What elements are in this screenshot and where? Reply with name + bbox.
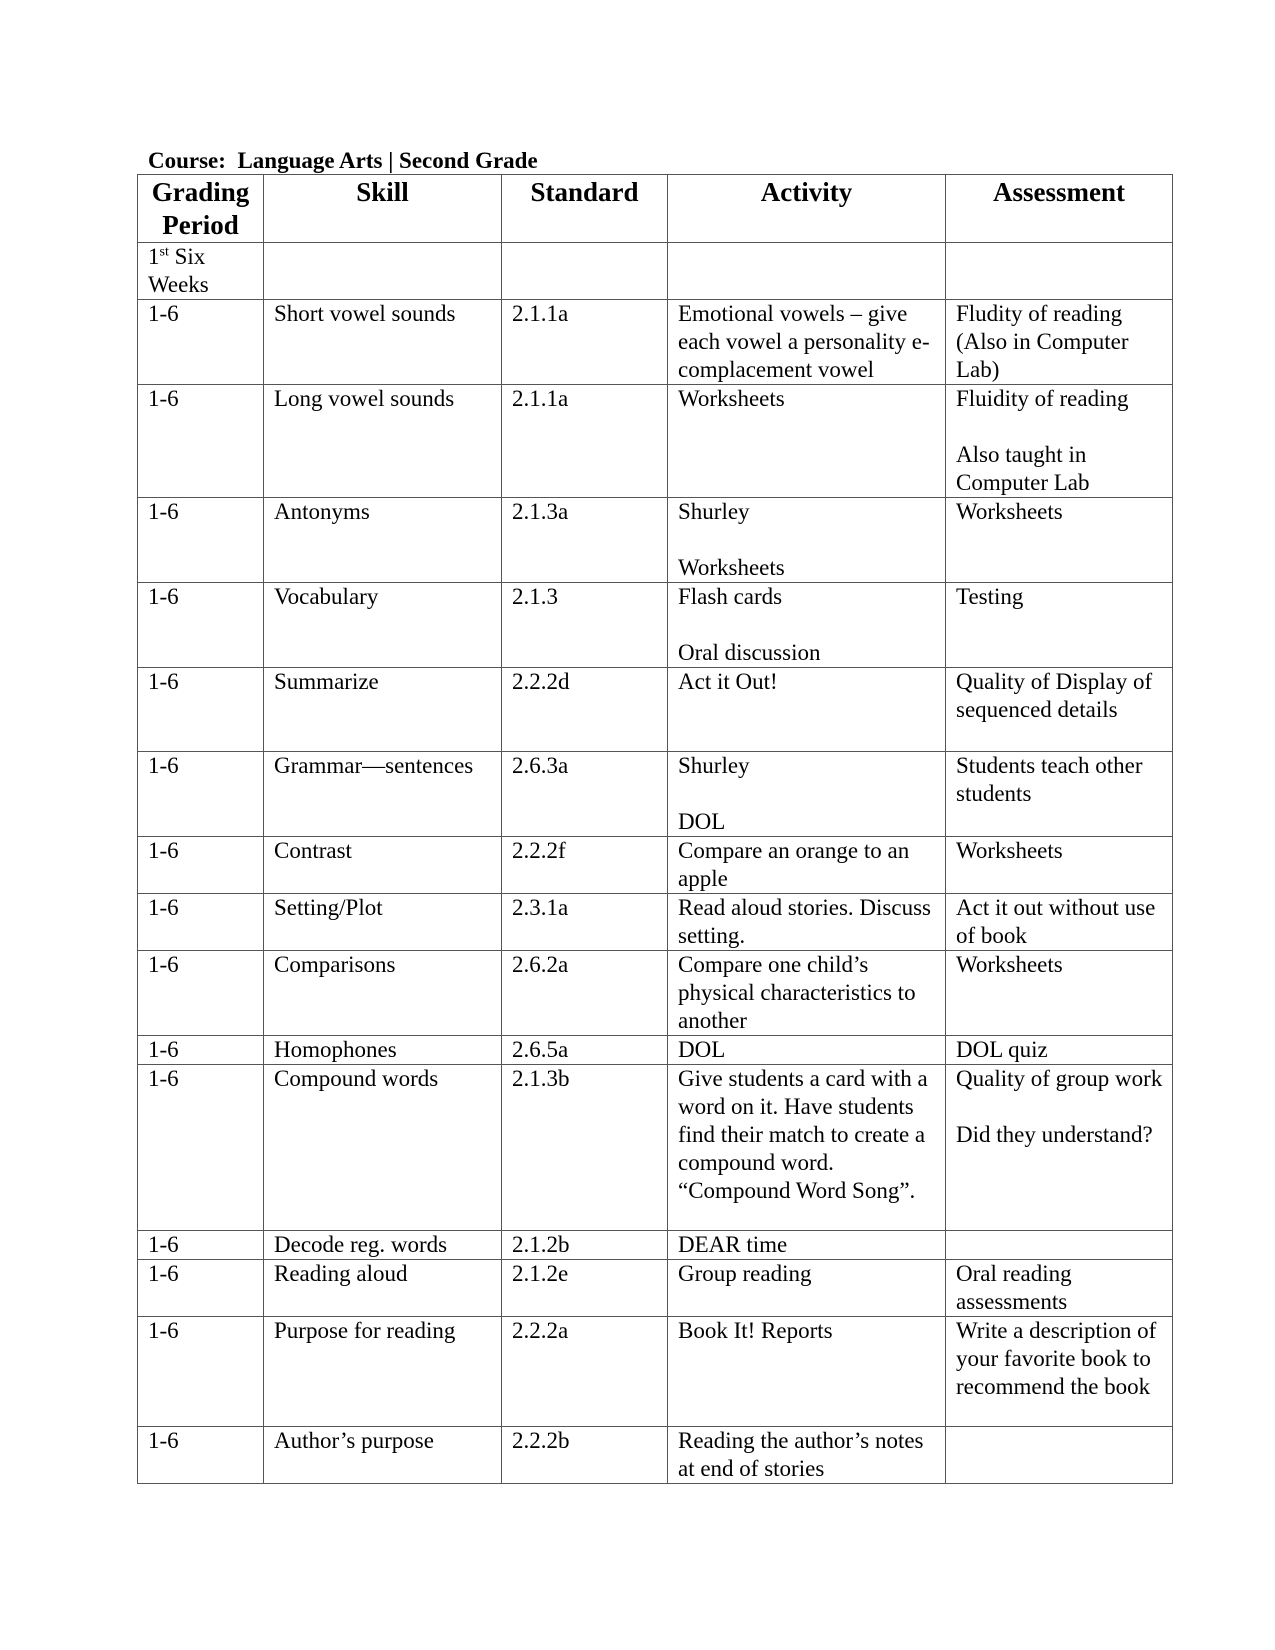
- cell-skill: Long vowel sounds: [264, 385, 502, 498]
- activity-text: Shurley: [678, 753, 750, 778]
- assessment-text: Oral reading assessments: [956, 1261, 1072, 1314]
- cell-activity: [668, 583, 946, 668]
- header-grading-period: Grading Period: [138, 175, 264, 243]
- cell-assessment: [946, 668, 1173, 752]
- table-row: [138, 1231, 1173, 1260]
- table-row: [138, 1065, 1173, 1231]
- cell-activity: [668, 1231, 946, 1260]
- cell-grading-period: 1-6: [138, 951, 264, 1036]
- cell-standard: 2.6.3a: [502, 752, 668, 837]
- cell-standard: 2.1.1a: [502, 385, 668, 498]
- cell-assessment: [946, 1036, 1173, 1065]
- section-row: [138, 243, 1173, 300]
- cell-skill: Reading aloud: [264, 1260, 502, 1317]
- header-skill: Skill: [264, 175, 502, 243]
- activity-text: Give students a card with a word on it. Have students find their match to create a compound word. “Compound Word Song”.: [678, 1066, 928, 1203]
- activity-text: Worksheets: [678, 555, 785, 580]
- cell-activity: [668, 752, 946, 837]
- cell-standard: 2.1.3b: [502, 1065, 668, 1231]
- assessment-text: Worksheets: [956, 838, 1063, 863]
- cell-grading-period: 1-6: [138, 1317, 264, 1427]
- cell-activity: [668, 1427, 946, 1484]
- assessment-text: Quality of group work: [956, 1066, 1163, 1091]
- table-row: [138, 498, 1173, 583]
- cell-standard: 2.2.2a: [502, 1317, 668, 1427]
- cell-skill: Homophones: [264, 1036, 502, 1065]
- activity-text: Flash cards: [678, 584, 783, 609]
- header-assessment: Assessment: [946, 175, 1173, 243]
- course-title: [148, 148, 1172, 174]
- cell-grading-period: 1-6: [138, 1036, 264, 1065]
- cell-activity: [668, 300, 946, 385]
- cell-skill: Short vowel sounds: [264, 300, 502, 385]
- table-row: [138, 951, 1173, 1036]
- table-header-row: [138, 175, 1173, 243]
- table-row: [138, 385, 1173, 498]
- cell-skill: Setting/Plot: [264, 894, 502, 951]
- cell-skill: Antonyms: [264, 498, 502, 583]
- cell-standard: 2.1.3a: [502, 498, 668, 583]
- course-label: Course:: [148, 148, 226, 173]
- table-row: [138, 583, 1173, 668]
- cell-standard: 2.1.2b: [502, 1231, 668, 1260]
- activity-text: Compare one child’s physical characteristics to another: [678, 952, 916, 1033]
- cell-assessment: [946, 752, 1173, 837]
- table-row: [138, 1427, 1173, 1484]
- cell-assessment: [946, 300, 1173, 385]
- header-activity: Activity: [668, 175, 946, 243]
- cell-assessment: [946, 1231, 1173, 1260]
- assessment-text: Fluidity of reading: [956, 386, 1129, 411]
- activity-text: Emotional vowels – give each vowel a personality e-complacement vowel: [678, 301, 930, 382]
- cell-activity: [668, 837, 946, 894]
- cell-assessment: [946, 385, 1173, 498]
- cell-assessment: [946, 583, 1173, 668]
- cell-assessment: [946, 951, 1173, 1036]
- cell-assessment: [946, 894, 1173, 951]
- section-empty-cell: [502, 243, 668, 300]
- cell-grading-period: 1-6: [138, 668, 264, 752]
- cell-standard: 2.3.1a: [502, 894, 668, 951]
- cell-grading-period: 1-6: [138, 1231, 264, 1260]
- cell-activity: [668, 498, 946, 583]
- activity-text: Shurley: [678, 499, 750, 524]
- table-row: [138, 752, 1173, 837]
- table-row: [138, 894, 1173, 951]
- cell-assessment: [946, 1317, 1173, 1427]
- cell-standard: 2.6.2a: [502, 951, 668, 1036]
- assessment-text: Testing: [956, 584, 1024, 609]
- assessment-text: Act it out without use of book: [956, 895, 1156, 948]
- assessment-text: Worksheets: [956, 952, 1063, 977]
- cell-skill: Purpose for reading: [264, 1317, 502, 1427]
- table-row: [138, 1036, 1173, 1065]
- cell-grading-period: 1-6: [138, 894, 264, 951]
- assessment-text: Worksheets: [956, 499, 1063, 524]
- section-empty-cell: [946, 243, 1173, 300]
- cell-grading-period: 1-6: [138, 1065, 264, 1231]
- activity-text: Reading the author’s notes at end of stories: [678, 1428, 924, 1481]
- section-label: 1st Six Weeks: [138, 243, 264, 300]
- assessment-text: DOL quiz: [956, 1037, 1048, 1062]
- table-row: [138, 300, 1173, 385]
- cell-activity: [668, 1260, 946, 1317]
- cell-activity: [668, 1065, 946, 1231]
- course-name: Language Arts | Second Grade: [237, 148, 538, 173]
- cell-skill: Contrast: [264, 837, 502, 894]
- assessment-text: Write a description of your favorite book to recommend the book: [956, 1318, 1157, 1399]
- curriculum-table: [137, 174, 1173, 1484]
- cell-grading-period: 1-6: [138, 385, 264, 498]
- cell-grading-period: 1-6: [138, 752, 264, 837]
- activity-text: Worksheets: [678, 386, 785, 411]
- cell-grading-period: 1-6: [138, 1427, 264, 1484]
- cell-skill: Compound words: [264, 1065, 502, 1231]
- cell-skill: Summarize: [264, 668, 502, 752]
- assessment-text: Students teach other students: [956, 753, 1143, 806]
- table-row: [138, 1260, 1173, 1317]
- activity-text: Act it Out!: [678, 669, 778, 694]
- cell-assessment: [946, 1260, 1173, 1317]
- activity-text: Group reading: [678, 1261, 812, 1286]
- cell-activity: [668, 1036, 946, 1065]
- cell-activity: [668, 951, 946, 1036]
- section-empty-cell: [264, 243, 502, 300]
- assessment-text: Did they understand?: [956, 1122, 1153, 1147]
- cell-skill: Comparisons: [264, 951, 502, 1036]
- cell-skill: Vocabulary: [264, 583, 502, 668]
- cell-standard: 2.1.2e: [502, 1260, 668, 1317]
- cell-assessment: [946, 1427, 1173, 1484]
- activity-text: Book It! Reports: [678, 1318, 833, 1343]
- cell-grading-period: 1-6: [138, 837, 264, 894]
- table-row: [138, 668, 1173, 752]
- cell-standard: 2.2.2b: [502, 1427, 668, 1484]
- assessment-text: Also taught in Computer Lab: [956, 442, 1090, 495]
- activity-text: Compare an orange to an apple: [678, 838, 910, 891]
- cell-standard: 2.6.5a: [502, 1036, 668, 1065]
- cell-skill: Author’s purpose: [264, 1427, 502, 1484]
- cell-skill: Grammar—sentences: [264, 752, 502, 837]
- activity-text: DOL: [678, 1037, 726, 1062]
- cell-activity: [668, 385, 946, 498]
- activity-text: DOL: [678, 809, 726, 834]
- cell-skill: Decode reg. words: [264, 1231, 502, 1260]
- section-empty-cell: [668, 243, 946, 300]
- table-row: [138, 837, 1173, 894]
- activity-text: Oral discussion: [678, 640, 821, 665]
- activity-text: Read aloud stories. Discuss setting.: [678, 895, 931, 948]
- cell-standard: 2.1.3: [502, 583, 668, 668]
- cell-assessment: [946, 837, 1173, 894]
- cell-activity: [668, 1317, 946, 1427]
- document-page: [137, 148, 1172, 1484]
- cell-standard: 2.2.2d: [502, 668, 668, 752]
- cell-standard: 2.2.2f: [502, 837, 668, 894]
- header-standard: Standard: [502, 175, 668, 243]
- cell-grading-period: 1-6: [138, 498, 264, 583]
- cell-assessment: [946, 1065, 1173, 1231]
- assessment-text: Quality of Display of sequenced details: [956, 669, 1153, 722]
- table-row: [138, 1317, 1173, 1427]
- assessment-text: Fludity of reading (Also in Computer Lab): [956, 301, 1129, 382]
- cell-grading-period: 1-6: [138, 1260, 264, 1317]
- cell-activity: [668, 894, 946, 951]
- cell-assessment: [946, 498, 1173, 583]
- cell-standard: 2.1.1a: [502, 300, 668, 385]
- cell-activity: [668, 668, 946, 752]
- activity-text: DEAR time: [678, 1232, 788, 1257]
- cell-grading-period: 1-6: [138, 583, 264, 668]
- cell-grading-period: 1-6: [138, 300, 264, 385]
